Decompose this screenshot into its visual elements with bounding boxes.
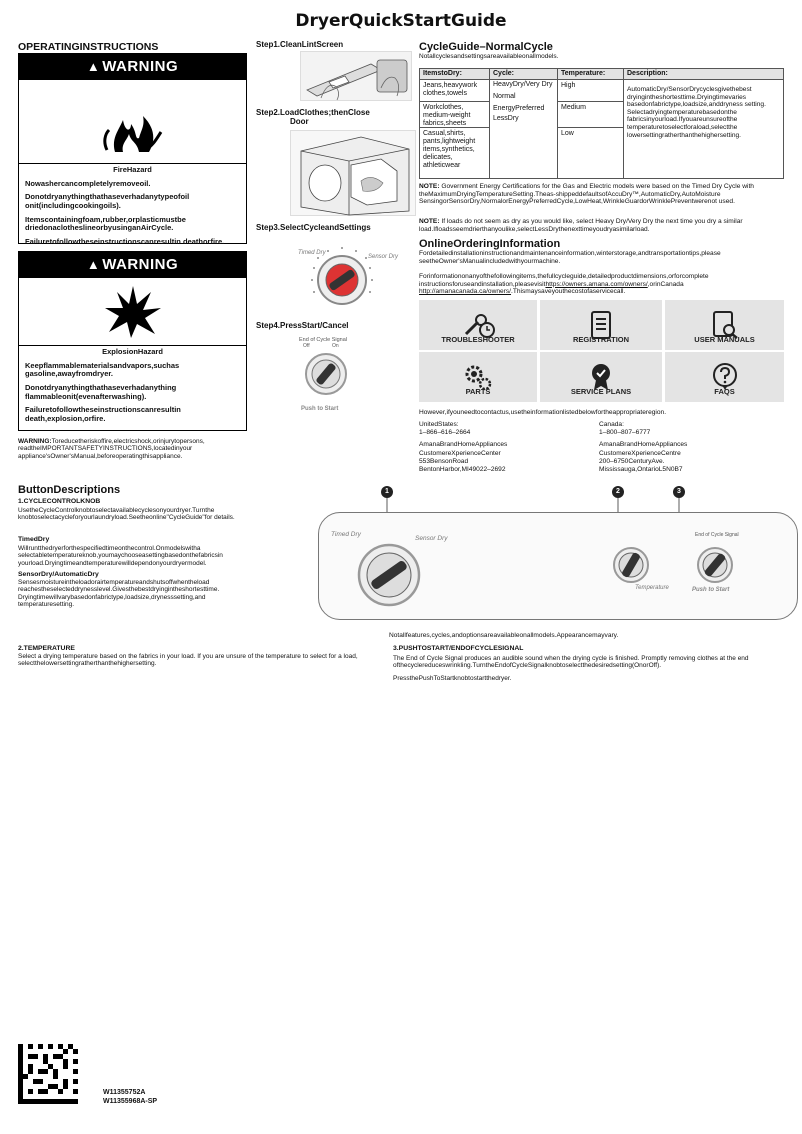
dial-timed-label: Timed Dry xyxy=(298,250,326,256)
fire-icon xyxy=(19,80,246,160)
operating-heading: OPERATINGINSTRUCTIONS xyxy=(18,41,159,53)
dryer-door-illustration xyxy=(290,130,416,216)
tile-label: TROUBLESHOOTER xyxy=(441,335,515,345)
contact-ca-line: 200–6750CenturyAve. xyxy=(599,457,665,465)
data-matrix-code xyxy=(18,1044,78,1104)
contact-us-line: 553BensonRoad xyxy=(419,457,469,465)
panel-push-to-start-label: Push to Start xyxy=(692,587,730,593)
tile-user-manuals[interactable] xyxy=(665,300,784,350)
dial-sensor-label: Sensor Dry xyxy=(368,254,399,260)
tile-label: SERVICE PLANS xyxy=(570,387,632,397)
warning-banner xyxy=(19,54,246,80)
button-descriptions-heading: ButtonDescriptions xyxy=(18,484,121,496)
online-p2-mid: ,orinCanada xyxy=(647,280,684,288)
end-on-label: On xyxy=(332,343,339,349)
tile-label: FAQS xyxy=(714,387,735,397)
warning-triangle-icon: ▲ xyxy=(86,257,101,272)
contact-us-line: AmanaBrandHomeAppliances xyxy=(419,441,508,449)
step4-heading: Step4.PressStart/Cancel xyxy=(256,321,349,330)
part-number-sp: W11355968A-SP xyxy=(103,1098,158,1105)
start-knob-illustration xyxy=(302,344,362,404)
col-header: Description: xyxy=(624,69,784,80)
contact-us-line: CustomereXperienceCenter xyxy=(419,449,501,457)
warning-label: WARNING xyxy=(102,58,179,75)
tile-troubleshooter[interactable] xyxy=(419,300,537,350)
availability-note: Notallfeatures,cycles,andoptionsareavailableonallmodels.Appearancemayvary. xyxy=(389,632,619,639)
b3-text-2: PressthePushToStartknobtostartthedryer. xyxy=(393,675,512,682)
b3-text: The End of Cycle Signal produces an audible sound when the drying cycle is finished. Promptly removing clothes at the end ofthecyclereduceswrinkling.TurntheEndofCycleSignalknobtoselectthedesiredsetting(OnorOff). xyxy=(393,655,749,670)
explosion-icon xyxy=(19,278,246,342)
part-number: W11355752A xyxy=(103,1089,146,1096)
tile-faqs[interactable] xyxy=(665,352,784,402)
sensor-dry-text: Sensesmoistureintheloadorairtemperatureandshutsoffwhentheload reachestheselecteddrynesslevel.Givesthebestdryingintheshortesttime. Dryingtimewillvarybasedonfabrictype,loadsize,drynesssetting,and temperaturesetting. xyxy=(18,579,220,609)
note-dryness xyxy=(419,218,785,233)
badge-2: 2 xyxy=(612,486,624,498)
items-cell: Casual,shirts, pants,lightweight items,synthetics, delicates, athleticwear xyxy=(423,130,476,170)
warning-note xyxy=(18,438,252,460)
col-header: Temperature: xyxy=(558,69,624,80)
fire-warning-box xyxy=(18,53,247,244)
push-to-start-label: Push to Start xyxy=(301,406,339,412)
timed-dry-title: TimedDry xyxy=(18,536,50,543)
note-text: If loads do not seem as dry as you would like, select Heavy Dry/Very Dry the next time you dry a similar load.Ifloadsseemdrierthanyoulike,selectLessDrythenexttimeyoudryasimilarload. xyxy=(419,218,743,233)
online-p2-end: .Thismaysaveyouthecostofaservicecall. xyxy=(511,288,626,296)
lint-screen-illustration xyxy=(300,51,412,101)
cycle-guide-subtitle: Notallcyclesandsettingsareavailableonallmodels. xyxy=(419,53,559,60)
tile-label: USER MANUALS xyxy=(694,335,755,345)
b2-text: Select a drying temperature based on the fabrics in your load. If you are unsure of the temperature to select for a load, selectthelowersettingratherthanthehighersetting. xyxy=(18,653,358,668)
panel-end-cycle-label: End of Cycle Signal xyxy=(695,532,739,538)
b3-title: 3.PUSHTOSTART/ENDOFCYCLESIGNAL xyxy=(393,645,524,652)
cycle-cell: HeavyDry/Very Dry xyxy=(493,81,553,89)
control-panel xyxy=(318,512,798,620)
tile-label: PARTS xyxy=(465,387,491,397)
temperature-knob[interactable] xyxy=(601,541,661,587)
contact-ca-line: Mississauga,OntarioL5N0B7 xyxy=(599,466,683,474)
fire-line: Itemscontainingfoam,rubber,orplasticmustbe driedonaclotheslineorbyusinganAirCycle. xyxy=(25,214,186,233)
fire-line: Donotdryanythingthathaseverhadanytypeofoil onit(includingcookingoils). xyxy=(25,192,190,210)
fire-hazard-title: FireHazard xyxy=(113,165,152,174)
items-cell: Jeans,heavywork clothes,towels xyxy=(420,80,489,102)
owners-link-canada[interactable]: http://amanacanada.ca/owners/ xyxy=(419,288,512,296)
badge-3: 3 xyxy=(673,486,685,498)
warning-banner xyxy=(19,252,246,278)
online-p2 xyxy=(419,273,785,296)
cycle-cell: EnergyPreferred xyxy=(493,105,545,113)
contact-intro: However,ifyouneedtocontactus,usetheinformationlistedbelowfortheappropriateregion. xyxy=(419,409,667,416)
timed-dry-text: Willruntthedryerforthespecifiedtimeonthecontrol.Onmodelswitha selectabletemperatureknob,youmaychooseasettingbasedonthefabricsin yourload.Dryingtimeandtemperaturewilldependonyourdryermodel. xyxy=(18,545,223,567)
col-header: ItemstoDry: xyxy=(420,69,490,80)
items-cell: Workclothes, medium-weight fabrics,sheets xyxy=(420,102,489,128)
note-label: NOTE: xyxy=(419,218,440,225)
contact-ca-phone: 1–800–807–6777 xyxy=(599,429,651,437)
contact-us-line: BentonHarbor,MI49022–2692 xyxy=(419,466,506,474)
tile-service-plans[interactable] xyxy=(540,352,662,402)
tile-parts[interactable] xyxy=(419,352,537,402)
cycle-control-knob[interactable] xyxy=(347,533,437,617)
online-p2-start: Forinformationonanyofthefollowingitems,thefullcycleguide,detailedproductdimensions,orforcomplete instructionsforuseandinstallation,pleasevisit xyxy=(419,273,709,288)
temp-cell: Medium xyxy=(558,102,623,128)
page-title: DryerQuickStartGuide xyxy=(295,11,507,31)
contact-us-line: UnitedStates: xyxy=(419,421,459,428)
contact-us-phone: 1–866–616–2664 xyxy=(419,429,471,437)
push-to-start-knob[interactable] xyxy=(687,541,747,587)
col-header: Cycle: xyxy=(490,69,558,80)
online-heading: OnlineOrderingInformation xyxy=(419,238,561,250)
contact-canada xyxy=(599,421,785,474)
owners-link-us[interactable]: https://owners.amana.com/owners/ xyxy=(545,280,648,288)
panel-sensor-label: Sensor Dry xyxy=(415,535,448,542)
b2-title: 2.TEMPERATURE xyxy=(18,645,75,652)
contact-ca-line: Canada: xyxy=(599,421,624,428)
explosion-warning-box xyxy=(18,251,247,431)
cycle-guide-heading: CycleGuide–NormalCycle xyxy=(419,41,553,53)
fire-line: Nowashercancompletelyremoveoil. xyxy=(25,178,151,188)
fire-line: Failuretofollowtheseinstructionscanresultin deathorfire. xyxy=(25,236,225,246)
warning-triangle-icon: ▲ xyxy=(86,59,101,74)
explosion-line: Failuretofollowtheseinstructionscanresultin death,explosion,orfire. xyxy=(25,405,181,423)
tile-label: REGISTRATION xyxy=(572,335,630,345)
cycle-table xyxy=(419,68,784,179)
end-of-cycle-label: End of Cycle Signal xyxy=(299,337,347,343)
cycle-cell: Normal xyxy=(493,93,516,101)
step3-heading: Step3.SelectCycleandSettings xyxy=(256,223,371,232)
b1-text: UsetheCycleControlknobtoselectavailablecyclesonyourdryer.Turnthe knobtoselectacycleforyourlaundryload.Seetheonline"CycleGuide"for details. xyxy=(18,507,235,522)
note-label: NOTE: xyxy=(419,183,440,190)
panel-timed-label: Timed Dry xyxy=(331,531,361,538)
contact-ca-line: CustomereXperienceCentre xyxy=(599,449,681,457)
note-energy xyxy=(419,183,785,206)
contact-ca-line: AmanaBrandHomeAppliances xyxy=(599,441,688,449)
b1-title: 1.CYCLECONTROLKNOB xyxy=(18,498,101,505)
online-p1: Fordetailedinstallationinstructionandmaintenanceinformation,winterstorage,andtransportationtips,please seetheOwner'sManualincludedwithyourmachine. xyxy=(419,250,721,265)
note-text: Government Energy Certifications for the Gas and Electric models were based on the Timed Dry Cycle with theMaximumDryingTemperatureSetting.Theas-shippeddefaultsofAccuDry™,AutomaticDry,AutoMoisture SensingorSensorDry,NormalorEnergyPreferredCycle,LowHeat,WrinkleGuardorWrinklePreventwerenot used. xyxy=(419,183,754,206)
explosion-hazard-title: ExplosionHazard xyxy=(102,347,163,356)
explosion-line: Keepflammablematerialsandvapors,suchas gasoline,awayfromdryer. xyxy=(25,360,180,379)
sensor-dry-title: SensorDry/AutomaticDry xyxy=(18,571,99,578)
temp-cell: High xyxy=(558,80,623,102)
badge-1: 1 xyxy=(381,486,393,498)
warning-note-text: Toreducetheriskoffire,electricshock,orinjurytopersons, readtheIMPORTANTSAFETYINSTRUCTIONS,locatedinyour appliance'sOwner'sManual,beforeoperatingthisappliance. xyxy=(18,438,205,460)
warning-label: WARNING xyxy=(102,256,179,273)
step1-heading: Step1.CleanLintScreen xyxy=(256,40,344,49)
contact-us xyxy=(419,421,589,474)
cycle-cell: LessDry xyxy=(493,115,519,123)
temp-cell: Low xyxy=(561,130,574,138)
explosion-line: Donotdryanythingthathaseverhadanything flammableonit(evenafterwashing). xyxy=(25,382,177,401)
warning-note-bold: WARNING: xyxy=(18,438,52,445)
step2-heading-2: Door xyxy=(290,117,309,126)
end-off-label: Off xyxy=(303,343,310,349)
description-cell: AutomaticDry/SensorDrycyclesgivethebest dryingintheshortesttime.Dryingtimevaries basedonfabrictype,loadsize,anddryness setting. Selectadryingtemperaturebasedonthe fabricsinyourload.Ifyouareunsureofthe temperaturetoselectforaload,selectthe lowersettingratherthanthehighersetting. xyxy=(624,80,784,179)
step2-heading: Step2.LoadClothes;thenClose xyxy=(256,108,370,117)
panel-temperature-label: Temperature xyxy=(635,585,669,591)
tile-registration[interactable] xyxy=(540,300,662,350)
